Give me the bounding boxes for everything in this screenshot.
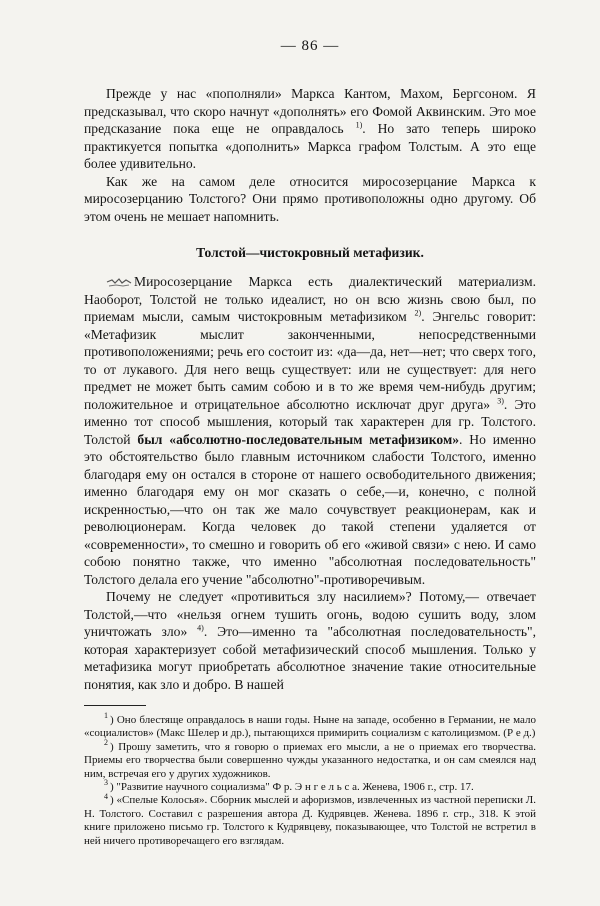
paragraph-3-part4: . Но именно это обстоятельство было главным источником слабости Толстого, именно благодаря ему он остался в стороне от нашего освободительного движения; именно благодаря ему он мог сказать о себе,—и, конечно, с полной искренностью,—что он так же мало сочувствует реакционерам, как и революционерам. Когда человек до такой степени удаляется от «современности», то смешно и говорить об его «живой связи» с нею. И само собою понятно также, что именно "абсолютная последовательность" Толстого делала его учение "абсолютно"-противоречивым. — [84, 431, 536, 587]
paragraph-2 — [84, 173, 536, 226]
paragraph-3-bold: был «абсолютно-последовательным метафизиком» — [137, 431, 460, 447]
footnote-2: $^2$ ) Прошу заметить, что я говорю о приемах его мысли, а не о приемах его творчества. Приемы его творчества были совершенно чужды указанного недостатка, и он сам смеялся над ним, встречая его у других художников. — [84, 738, 536, 780]
footnote-3-mark: 3 — [104, 778, 108, 788]
footnote-3-text: "Развитие научного социализма" Ф р. Э н г е л ь с а. Женева, 1906 г., стр. 17. — [116, 781, 474, 794]
footnote-4-mark: 4 — [104, 791, 108, 801]
paragraph-3-part3: . Это именно тот способ мышления, который так характерен для гр. Толстого. Толстой — [84, 396, 536, 447]
paragraph-4-part2: . Это—именно та "абсолютная последовательность", которая характеризует собой метафизический способ мышления. Только у метафизика могут приобретать абсолютное значение такие относительные понятия, как зло и добро. В нашей — [84, 624, 536, 692]
paragraph-1 — [84, 85, 536, 173]
paragraph-1-tail: . Но зато теперь широко практикуется попытка «дополнить» Маркса графом Толстым. А это еще более удивительно. — [84, 121, 537, 171]
paragraph-3-part2: . Энгельс говорит: «Метафизик мыслит законченными, непосредственными противоположениями; речь его состоит из: «да—да, нет—нет; что сверх того, то от лукавого. Для него вещь существует: или не существует: для него предмет не может быть самим собою и в то же время чем-нибудь другим; положительное и отрицательное абсолютно исключат друг друга» — [84, 309, 536, 412]
page-number: — 86 — — [280, 38, 340, 54]
footnote-1-mark: 1 — [104, 711, 108, 721]
section-heading: Толстой—чистокровный метафизик. — [196, 245, 424, 260]
paragraph-4-part1: Почему не следует «противиться злу насилием»? Потому,— отвечает Толстой,—что «нельзя огнем тушить огонь, водою сушить воду, злом уничтожать зло» — [84, 589, 536, 639]
paragraph-3 — [84, 273, 536, 588]
footnote-divider — [84, 705, 146, 706]
footnote-ref-4: 4) — [197, 623, 204, 633]
footnote-ref-1: 1) — [355, 120, 363, 130]
footnote-4: $^4$ ) «Спелые Колосья». Сборник мыслей и афоризмов, извлеченных из частной переписки Л. Н. Толстого. Составил с разрешения автора Д. Кудрявцев. Женева. 1896 г. стр., 318. К этой книге приложено письмо гр. Толстого к Кудрявцеву, показывающее, что Толстой не встретил в ней ничего противоречащего его взглядам. — [84, 791, 536, 847]
footnote-1-text: Оно блестяще оправдалось в наши годы. Ныне на западе, особенно в Германии, не мало «социалистов» (Макс Шелер и др.), пытающихся примирить социализм с католицизмом. (Р е д.) — [84, 714, 536, 740]
paragraph-4 — [84, 588, 536, 693]
footnote-2-mark: 2 — [104, 738, 108, 748]
ink-smudge-icon — [106, 278, 132, 288]
paragraph-2-text: Как же на самом деле относится миросозерцание Маркса к миросозерцанию Толстого? Они прямо противоположны одно другому. Об этом очень не мешает напомнить. — [84, 173, 536, 224]
footnote-4-text: «Спелые Колосья». Сборник мыслей и афоризмов, извлеченных из частной переписки Л. Н. Толстого. Составил с разрешения автора Д. Кудрявцев. Женева. 1896 г. стр., 318. К этой книге приложено письмо гр. Толстого к Кудрявцеву, показывающее, что Толстой не встретил в ней ничего противоречащего его взглядам. — [84, 794, 536, 847]
footnote-3: $^3$ ) "Развитие научного социализма" Ф р. Э н г е л ь с а. Женева, 1906 г., стр. 17. — [104, 778, 474, 794]
paragraph-3-part1: Миросозерцание Маркса есть диалектический материализм. Наоборот, Толстой не только идеалист, но он всю жизнь свою был, по приемам мысли, самым чистокровным метафизиком — [84, 274, 536, 324]
footnote-1: $^1$ ) Оно блестяще оправдалось в наши годы. Ныне на западе, особенно в Германии, не мало «социалистов» (Макс Шелер и др.), пытающихся примирить социализм с католицизмом. (Р е д.) — [84, 711, 536, 740]
footnote-2-text: Прошу заметить, что я говорю о приемах его мысли, а не о приемах его творчества. Приемы его творчества были совершенно чужды указанного недостатка, и он сам смеялся над ним, встречая его у других художников. — [84, 740, 536, 780]
footnote-ref-3: 3) — [497, 395, 504, 405]
footnote-ref-2: 2) — [414, 308, 422, 318]
paragraph-1-text: Прежде у нас «пополняли» Маркса Кантом, Махом, Бергсоном. Я предсказывал, что скоро начнут «дополнять» его Фомой Аквинским. Это мое предсказание пока еще не оправдалось — [84, 86, 536, 136]
